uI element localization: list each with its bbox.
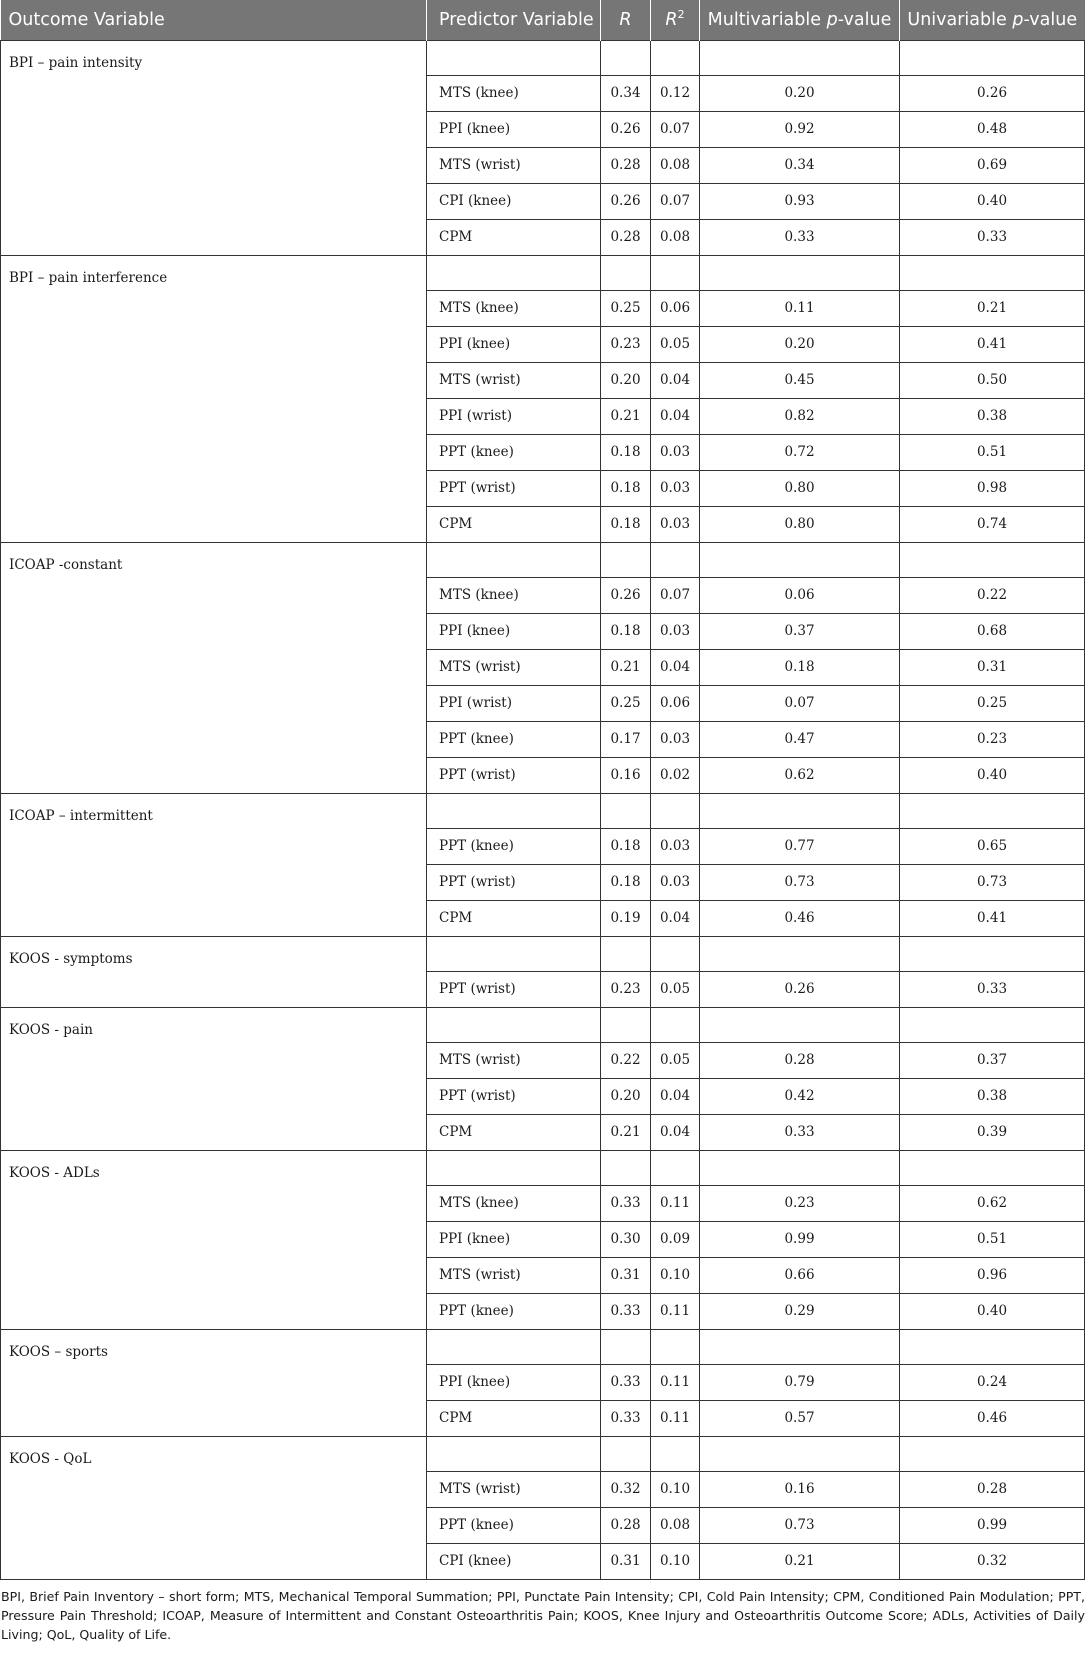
r-cell: 0.31 bbox=[601, 1543, 651, 1579]
multivariable-p-cell: 0.16 bbox=[700, 1471, 900, 1507]
group-header-row bbox=[1, 542, 1085, 577]
header-outcome: Outcome Variable bbox=[8, 9, 165, 30]
r-cell: 0.18 bbox=[601, 470, 651, 506]
multivariable-p-cell: 0.34 bbox=[700, 147, 900, 183]
empty-cell bbox=[700, 542, 900, 577]
r-cell: 0.25 bbox=[601, 685, 651, 721]
predictor-cell: CPI (knee) bbox=[427, 1543, 601, 1579]
r2-cell: 0.07 bbox=[651, 111, 700, 147]
outcome-cell: BPI – pain interference bbox=[1, 255, 427, 542]
multivariable-p-cell: 0.21 bbox=[700, 1543, 900, 1579]
r2-cell: 0.03 bbox=[651, 506, 700, 542]
predictor-cell: PPT (wrist) bbox=[427, 757, 601, 793]
multivariable-p-cell: 0.46 bbox=[700, 900, 900, 936]
r2-cell: 0.04 bbox=[651, 398, 700, 434]
r2-cell: 0.04 bbox=[651, 362, 700, 398]
empty-cell bbox=[651, 1007, 700, 1042]
group-header-row bbox=[1, 1150, 1085, 1185]
r2-cell: 0.11 bbox=[651, 1364, 700, 1400]
empty-cell bbox=[601, 1329, 651, 1364]
group-header-row bbox=[1, 793, 1085, 828]
r-cell: 0.33 bbox=[601, 1293, 651, 1329]
multivariable-p-cell: 0.66 bbox=[700, 1257, 900, 1293]
univariable-p-cell: 0.38 bbox=[900, 398, 1085, 434]
outcome-cell: ICOAP -constant bbox=[1, 542, 427, 793]
header-row bbox=[1, 0, 1085, 40]
r2-cell: 0.03 bbox=[651, 470, 700, 506]
table-header bbox=[1, 0, 1085, 40]
r-cell: 0.21 bbox=[601, 398, 651, 434]
univariable-p-cell: 0.25 bbox=[900, 685, 1085, 721]
univariable-p-cell: 0.41 bbox=[900, 326, 1085, 362]
empty-cell bbox=[601, 1436, 651, 1471]
r2-cell: 0.04 bbox=[651, 1078, 700, 1114]
empty-cell bbox=[601, 1150, 651, 1185]
r2-cell: 0.02 bbox=[651, 757, 700, 793]
empty-cell bbox=[900, 793, 1085, 828]
group-header-row bbox=[1, 40, 1085, 75]
r-cell: 0.17 bbox=[601, 721, 651, 757]
univariable-p-cell: 0.40 bbox=[900, 757, 1085, 793]
r2-cell: 0.03 bbox=[651, 721, 700, 757]
r-cell: 0.33 bbox=[601, 1364, 651, 1400]
header-uni-prefix: Univariable bbox=[907, 9, 1013, 30]
predictor-cell: PPT (knee) bbox=[427, 721, 601, 757]
predictor-cell: PPT (knee) bbox=[427, 1293, 601, 1329]
group-header-row bbox=[1, 1436, 1085, 1471]
univariable-p-cell: 0.28 bbox=[900, 1471, 1085, 1507]
univariable-p-cell: 0.96 bbox=[900, 1257, 1085, 1293]
univariable-p-cell: 0.65 bbox=[900, 828, 1085, 864]
predictor-cell: PPT (wrist) bbox=[427, 1078, 601, 1114]
multivariable-p-cell: 0.73 bbox=[700, 1507, 900, 1543]
empty-cell bbox=[427, 1007, 601, 1042]
univariable-p-cell: 0.23 bbox=[900, 721, 1085, 757]
r2-cell: 0.05 bbox=[651, 326, 700, 362]
outcome-cell: KOOS - ADLs bbox=[1, 1150, 427, 1329]
predictor-cell: MTS (wrist) bbox=[427, 649, 601, 685]
r-cell: 0.16 bbox=[601, 757, 651, 793]
empty-cell bbox=[900, 1007, 1085, 1042]
predictor-cell: CPM bbox=[427, 900, 601, 936]
multivariable-p-cell: 0.93 bbox=[700, 183, 900, 219]
r-cell: 0.18 bbox=[601, 828, 651, 864]
r2-cell: 0.06 bbox=[651, 685, 700, 721]
multivariable-p-cell: 0.33 bbox=[700, 1114, 900, 1150]
r2-cell: 0.03 bbox=[651, 828, 700, 864]
multivariable-p-cell: 0.47 bbox=[700, 721, 900, 757]
univariable-p-cell: 0.98 bbox=[900, 470, 1085, 506]
empty-cell bbox=[601, 793, 651, 828]
predictor-cell: MTS (wrist) bbox=[427, 362, 601, 398]
r-cell: 0.19 bbox=[601, 900, 651, 936]
multivariable-p-cell: 0.06 bbox=[700, 577, 900, 613]
r2-cell: 0.04 bbox=[651, 900, 700, 936]
empty-cell bbox=[651, 255, 700, 290]
empty-cell bbox=[700, 1329, 900, 1364]
header-predictor: Predictor Variable bbox=[427, 0, 601, 40]
univariable-p-cell: 0.74 bbox=[900, 506, 1085, 542]
r-cell: 0.18 bbox=[601, 613, 651, 649]
univariable-p-cell: 0.68 bbox=[900, 613, 1085, 649]
empty-cell bbox=[427, 1329, 601, 1364]
empty-cell bbox=[700, 255, 900, 290]
univariable-p-cell: 0.38 bbox=[900, 1078, 1085, 1114]
empty-cell bbox=[651, 40, 700, 75]
univariable-p-cell: 0.51 bbox=[900, 1221, 1085, 1257]
predictor-cell: PPI (knee) bbox=[427, 111, 601, 147]
multivariable-p-cell: 0.45 bbox=[700, 362, 900, 398]
predictor-cell: CPM bbox=[427, 506, 601, 542]
header-r bbox=[601, 0, 651, 40]
group-header-row bbox=[1, 255, 1085, 290]
univariable-p-cell: 0.26 bbox=[900, 75, 1085, 111]
r-cell: 0.18 bbox=[601, 506, 651, 542]
predictor-cell: MTS (wrist) bbox=[427, 1042, 601, 1078]
header-multi-suffix: -value bbox=[837, 9, 892, 30]
empty-cell bbox=[651, 1329, 700, 1364]
r-cell: 0.23 bbox=[601, 326, 651, 362]
r-cell: 0.33 bbox=[601, 1185, 651, 1221]
r2-cell: 0.03 bbox=[651, 864, 700, 900]
r-cell: 0.21 bbox=[601, 1114, 651, 1150]
r2-cell: 0.09 bbox=[651, 1221, 700, 1257]
r2-cell: 0.07 bbox=[651, 577, 700, 613]
r-cell: 0.20 bbox=[601, 362, 651, 398]
multivariable-p-cell: 0.33 bbox=[700, 219, 900, 255]
predictor-cell: PPT (knee) bbox=[427, 434, 601, 470]
predictor-cell: PPT (wrist) bbox=[427, 470, 601, 506]
r-cell: 0.18 bbox=[601, 864, 651, 900]
univariable-p-cell: 0.24 bbox=[900, 1364, 1085, 1400]
empty-cell bbox=[700, 936, 900, 971]
multivariable-p-cell: 0.80 bbox=[700, 470, 900, 506]
r2-cell: 0.11 bbox=[651, 1400, 700, 1436]
empty-cell bbox=[427, 255, 601, 290]
header-uni-p: p bbox=[1012, 9, 1024, 30]
r2-cell: 0.06 bbox=[651, 290, 700, 326]
r2-cell: 0.05 bbox=[651, 971, 700, 1007]
r-cell: 0.20 bbox=[601, 1078, 651, 1114]
multivariable-p-cell: 0.28 bbox=[700, 1042, 900, 1078]
outcome-cell: KOOS – sports bbox=[1, 1329, 427, 1436]
empty-cell bbox=[700, 1007, 900, 1042]
r-cell: 0.18 bbox=[601, 434, 651, 470]
r2-cell: 0.11 bbox=[651, 1293, 700, 1329]
empty-cell bbox=[427, 1150, 601, 1185]
predictor-cell: MTS (knee) bbox=[427, 75, 601, 111]
empty-cell bbox=[651, 1436, 700, 1471]
empty-cell bbox=[700, 1150, 900, 1185]
r-cell: 0.26 bbox=[601, 183, 651, 219]
r2-cell: 0.12 bbox=[651, 75, 700, 111]
r2-cell: 0.11 bbox=[651, 1185, 700, 1221]
r-cell: 0.25 bbox=[601, 290, 651, 326]
empty-cell bbox=[651, 1150, 700, 1185]
predictor-cell: PPT (knee) bbox=[427, 828, 601, 864]
multivariable-p-cell: 0.57 bbox=[700, 1400, 900, 1436]
r-cell: 0.30 bbox=[601, 1221, 651, 1257]
r2-cell: 0.10 bbox=[651, 1543, 700, 1579]
header-r2 bbox=[651, 0, 700, 40]
multivariable-p-cell: 0.11 bbox=[700, 290, 900, 326]
multivariable-p-cell: 0.82 bbox=[700, 398, 900, 434]
empty-cell bbox=[601, 40, 651, 75]
predictor-cell: MTS (knee) bbox=[427, 577, 601, 613]
predictor-cell: PPI (knee) bbox=[427, 613, 601, 649]
r2-cell: 0.08 bbox=[651, 147, 700, 183]
multivariable-p-cell: 0.92 bbox=[700, 111, 900, 147]
r-cell: 0.33 bbox=[601, 1400, 651, 1436]
r2-cell: 0.03 bbox=[651, 434, 700, 470]
multivariable-p-cell: 0.26 bbox=[700, 971, 900, 1007]
r-cell: 0.21 bbox=[601, 649, 651, 685]
r-cell: 0.23 bbox=[601, 971, 651, 1007]
r-cell: 0.28 bbox=[601, 1507, 651, 1543]
predictor-cell: PPT (knee) bbox=[427, 1507, 601, 1543]
empty-cell bbox=[900, 255, 1085, 290]
multivariable-p-cell: 0.29 bbox=[700, 1293, 900, 1329]
univariable-p-cell: 0.48 bbox=[900, 111, 1085, 147]
empty-cell bbox=[601, 542, 651, 577]
r2-cell: 0.04 bbox=[651, 1114, 700, 1150]
univariable-p-cell: 0.21 bbox=[900, 290, 1085, 326]
empty-cell bbox=[427, 40, 601, 75]
r2-cell: 0.08 bbox=[651, 1507, 700, 1543]
predictor-cell: PPT (wrist) bbox=[427, 971, 601, 1007]
univariable-p-cell: 0.41 bbox=[900, 900, 1085, 936]
r2-cell: 0.03 bbox=[651, 613, 700, 649]
multivariable-p-cell: 0.79 bbox=[700, 1364, 900, 1400]
empty-cell bbox=[700, 793, 900, 828]
univariable-p-cell: 0.40 bbox=[900, 1293, 1085, 1329]
header-univariable bbox=[900, 0, 1085, 40]
r-cell: 0.31 bbox=[601, 1257, 651, 1293]
empty-cell bbox=[900, 936, 1085, 971]
predictor-cell: MTS (wrist) bbox=[427, 147, 601, 183]
r2-cell: 0.05 bbox=[651, 1042, 700, 1078]
empty-cell bbox=[700, 1436, 900, 1471]
univariable-p-cell: 0.99 bbox=[900, 1507, 1085, 1543]
empty-cell bbox=[900, 1150, 1085, 1185]
outcome-cell: BPI – pain intensity bbox=[1, 40, 427, 255]
predictor-cell: MTS (knee) bbox=[427, 1185, 601, 1221]
outcome-cell: KOOS - QoL bbox=[1, 1436, 427, 1579]
multivariable-p-cell: 0.37 bbox=[700, 613, 900, 649]
empty-cell bbox=[651, 542, 700, 577]
predictor-cell: CPI (knee) bbox=[427, 183, 601, 219]
univariable-p-cell: 0.32 bbox=[900, 1543, 1085, 1579]
predictor-cell: CPM bbox=[427, 1400, 601, 1436]
table-footnote: BPI, Brief Pain Inventory – short form; MTS, Mechanical Temporal Summation; PPI, Punctate Pain Intensity; CPI, Cold Pain Intensity; CPM, Conditioned Pain Modulation; PPT, Pressure Pain Threshold; ICOAP, Measure of Intermittent and Constant Osteoarthritis Pain; KOOS, Knee Injury and Osteoarthritis Outcome Score; ADLs, Activities of Daily Living; QoL, Quality of Life. bbox=[1, 1588, 1085, 1642]
empty-cell bbox=[427, 793, 601, 828]
predictor-cell: PPT (wrist) bbox=[427, 864, 601, 900]
predictor-cell: MTS (wrist) bbox=[427, 1471, 601, 1507]
r-cell: 0.34 bbox=[601, 75, 651, 111]
predictor-cell: PPI (wrist) bbox=[427, 685, 601, 721]
table-body bbox=[1, 40, 1085, 1579]
r2-cell: 0.10 bbox=[651, 1257, 700, 1293]
empty-cell bbox=[900, 542, 1085, 577]
multivariable-p-cell: 0.73 bbox=[700, 864, 900, 900]
group-header-row bbox=[1, 936, 1085, 971]
predictor-cell: CPM bbox=[427, 219, 601, 255]
predictor-cell: CPM bbox=[427, 1114, 601, 1150]
r-cell: 0.26 bbox=[601, 577, 651, 613]
r-cell: 0.22 bbox=[601, 1042, 651, 1078]
univariable-p-cell: 0.50 bbox=[900, 362, 1085, 398]
empty-cell bbox=[601, 255, 651, 290]
predictor-cell: PPI (wrist) bbox=[427, 398, 601, 434]
multivariable-p-cell: 0.72 bbox=[700, 434, 900, 470]
univariable-p-cell: 0.46 bbox=[900, 1400, 1085, 1436]
predictor-cell: MTS (wrist) bbox=[427, 1257, 601, 1293]
univariable-p-cell: 0.22 bbox=[900, 577, 1085, 613]
empty-cell bbox=[900, 1436, 1085, 1471]
predictor-cell: PPI (knee) bbox=[427, 1221, 601, 1257]
multivariable-p-cell: 0.42 bbox=[700, 1078, 900, 1114]
univariable-p-cell: 0.62 bbox=[900, 1185, 1085, 1221]
multivariable-p-cell: 0.77 bbox=[700, 828, 900, 864]
header-uni-suffix: -value bbox=[1023, 9, 1078, 30]
r2-cell: 0.08 bbox=[651, 219, 700, 255]
group-header-row bbox=[1, 1329, 1085, 1364]
empty-cell bbox=[427, 542, 601, 577]
empty-cell bbox=[601, 936, 651, 971]
multivariable-p-cell: 0.07 bbox=[700, 685, 900, 721]
empty-cell bbox=[651, 936, 700, 971]
outcome-cell: KOOS - pain bbox=[1, 1007, 427, 1150]
predictor-cell: PPI (knee) bbox=[427, 1364, 601, 1400]
univariable-p-cell: 0.33 bbox=[900, 971, 1085, 1007]
empty-cell bbox=[601, 1007, 651, 1042]
multivariable-p-cell: 0.23 bbox=[700, 1185, 900, 1221]
header-r2-base: R bbox=[665, 9, 678, 30]
multivariable-p-cell: 0.80 bbox=[700, 506, 900, 542]
header-r2-sup: 2 bbox=[677, 7, 685, 21]
r2-cell: 0.04 bbox=[651, 649, 700, 685]
r-cell: 0.28 bbox=[601, 219, 651, 255]
univariable-p-cell: 0.37 bbox=[900, 1042, 1085, 1078]
outcome-cell: KOOS - symptoms bbox=[1, 936, 427, 1007]
empty-cell bbox=[900, 1329, 1085, 1364]
r-cell: 0.32 bbox=[601, 1471, 651, 1507]
header-multi-prefix: Multivariable bbox=[707, 9, 827, 30]
r2-cell: 0.07 bbox=[651, 183, 700, 219]
empty-cell bbox=[651, 793, 700, 828]
empty-cell bbox=[700, 40, 900, 75]
group-header-row bbox=[1, 1007, 1085, 1042]
header-multi-p: p bbox=[826, 9, 838, 30]
r-cell: 0.28 bbox=[601, 147, 651, 183]
multivariable-p-cell: 0.20 bbox=[700, 75, 900, 111]
predictor-cell: MTS (knee) bbox=[427, 290, 601, 326]
empty-cell bbox=[427, 936, 601, 971]
multivariable-p-cell: 0.62 bbox=[700, 757, 900, 793]
outcome-cell: ICOAP – intermittent bbox=[1, 793, 427, 936]
univariable-p-cell: 0.40 bbox=[900, 183, 1085, 219]
r2-cell: 0.10 bbox=[651, 1471, 700, 1507]
multivariable-p-cell: 0.18 bbox=[700, 649, 900, 685]
univariable-p-cell: 0.39 bbox=[900, 1114, 1085, 1150]
univariable-p-cell: 0.73 bbox=[900, 864, 1085, 900]
empty-cell bbox=[900, 40, 1085, 75]
univariable-p-cell: 0.31 bbox=[900, 649, 1085, 685]
header-r-text: R bbox=[619, 9, 632, 30]
multivariable-p-cell: 0.99 bbox=[700, 1221, 900, 1257]
predictor-cell: PPI (knee) bbox=[427, 326, 601, 362]
header-multivariable bbox=[700, 0, 900, 40]
univariable-p-cell: 0.51 bbox=[900, 434, 1085, 470]
r-cell: 0.26 bbox=[601, 111, 651, 147]
empty-cell bbox=[427, 1436, 601, 1471]
univariable-p-cell: 0.69 bbox=[900, 147, 1085, 183]
univariable-p-cell: 0.33 bbox=[900, 219, 1085, 255]
multivariable-p-cell: 0.20 bbox=[700, 326, 900, 362]
